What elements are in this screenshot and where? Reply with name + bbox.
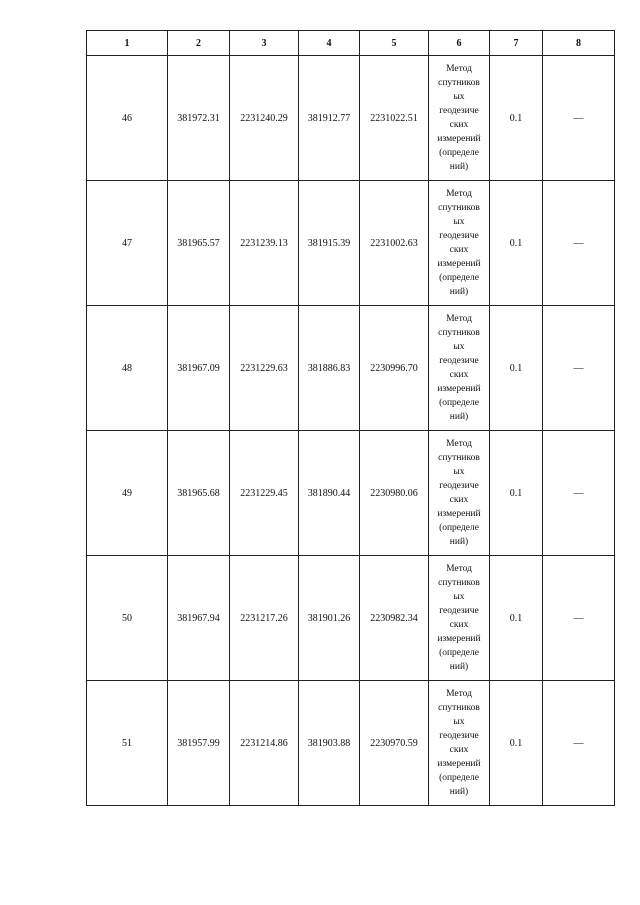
method-text-line: измерений xyxy=(437,384,481,394)
method-text-line: геодезиче xyxy=(439,356,479,366)
method-text-line: (определе xyxy=(439,148,479,158)
y-existing-cell: 2231217.26 xyxy=(230,556,299,681)
x-new-cell: 381903.88 xyxy=(299,681,360,806)
description-cell: — xyxy=(543,556,615,681)
method-text-line: ых xyxy=(453,342,465,352)
x-new-cell: 381886.83 xyxy=(299,306,360,431)
method-text-line: спутников xyxy=(438,203,480,213)
column-header: 7 xyxy=(490,31,543,56)
point-number-cell: 51 xyxy=(87,681,168,806)
description-cell: — xyxy=(543,306,615,431)
accuracy-cell: 0.1 xyxy=(490,556,543,681)
method-text-line: ских xyxy=(449,120,469,130)
y-new-cell: 2230980.06 xyxy=(360,431,429,556)
y-existing-cell: 2231239.13 xyxy=(230,181,299,306)
method-text-line: измерений xyxy=(437,134,481,144)
method-text-line: спутников xyxy=(438,328,480,338)
point-number-cell: 48 xyxy=(87,306,168,431)
method-text-line: Метод xyxy=(446,689,472,699)
description-cell: — xyxy=(543,431,615,556)
method-text-line: ских xyxy=(449,620,469,630)
column-header: 6 xyxy=(429,31,490,56)
method-text-line: спутников xyxy=(438,453,480,463)
method-text-line: геодезиче xyxy=(439,731,479,741)
accuracy-cell: 0.1 xyxy=(490,56,543,181)
method-text-line: ых xyxy=(453,592,465,602)
method-cell xyxy=(429,431,490,556)
method-text-line: ских xyxy=(449,370,469,380)
method-text-line: ний) xyxy=(449,662,469,672)
method-text-line: Метод xyxy=(446,564,472,574)
x-new-cell: 381901.26 xyxy=(299,556,360,681)
x-new-cell: 381915.39 xyxy=(299,181,360,306)
x-new-cell: 381890.44 xyxy=(299,431,360,556)
column-header: 2 xyxy=(168,31,230,56)
method-cell xyxy=(429,306,490,431)
method-text-line: ний) xyxy=(449,287,469,297)
method-cell xyxy=(429,556,490,681)
method-text-line: ых xyxy=(453,717,465,727)
header-row xyxy=(87,31,615,56)
method-text-line: ых xyxy=(453,217,465,227)
method-text-line: геодезиче xyxy=(439,106,479,116)
method-text-line: Метод xyxy=(446,189,472,199)
y-new-cell: 2231002.63 xyxy=(360,181,429,306)
method-text-line: измерений xyxy=(437,259,481,269)
method-text-line: ний) xyxy=(449,537,469,547)
table-row xyxy=(87,556,615,681)
x-existing-cell: 381967.94 xyxy=(168,556,230,681)
method-text-line: ний) xyxy=(449,412,469,422)
y-existing-cell: 2231240.29 xyxy=(230,56,299,181)
accuracy-cell: 0.1 xyxy=(490,681,543,806)
method-text-line: ских xyxy=(449,495,469,505)
method-text-line: Метод xyxy=(446,64,472,74)
accuracy-cell: 0.1 xyxy=(490,431,543,556)
point-number-cell: 50 xyxy=(87,556,168,681)
method-text-line: измерений xyxy=(437,759,481,769)
method-text-line: геодезиче xyxy=(439,481,479,491)
x-existing-cell: 381957.99 xyxy=(168,681,230,806)
method-text-line: ний) xyxy=(449,162,469,172)
coordinates-table xyxy=(86,30,615,806)
column-header: 1 xyxy=(87,31,168,56)
x-existing-cell: 381965.68 xyxy=(168,431,230,556)
method-text-line: ний) xyxy=(449,787,469,797)
method-text-line: Метод xyxy=(446,439,472,449)
method-text-line: ых xyxy=(453,92,465,102)
method-cell xyxy=(429,181,490,306)
method-text-line: (определе xyxy=(439,773,479,783)
method-text-line: измерений xyxy=(437,634,481,644)
method-text-line: ых xyxy=(453,467,465,477)
method-text-line: (определе xyxy=(439,523,479,533)
x-new-cell: 381912.77 xyxy=(299,56,360,181)
method-text-line: спутников xyxy=(438,578,480,588)
column-header: 4 xyxy=(299,31,360,56)
x-existing-cell: 381972.31 xyxy=(168,56,230,181)
method-text-line: (определе xyxy=(439,398,479,408)
method-text-line: спутников xyxy=(438,78,480,88)
table-row xyxy=(87,56,615,181)
y-new-cell: 2230996.70 xyxy=(360,306,429,431)
method-cell xyxy=(429,56,490,181)
description-cell: — xyxy=(543,181,615,306)
accuracy-cell: 0.1 xyxy=(490,181,543,306)
method-text-line: ских xyxy=(449,745,469,755)
method-text-line: геодезиче xyxy=(439,231,479,241)
x-existing-cell: 381965.57 xyxy=(168,181,230,306)
y-new-cell: 2231022.51 xyxy=(360,56,429,181)
table-row xyxy=(87,306,615,431)
y-existing-cell: 2231229.63 xyxy=(230,306,299,431)
method-cell xyxy=(429,681,490,806)
point-number-cell: 46 xyxy=(87,56,168,181)
description-cell: — xyxy=(543,56,615,181)
description-cell: — xyxy=(543,681,615,806)
y-new-cell: 2230982.34 xyxy=(360,556,429,681)
table-row xyxy=(87,181,615,306)
y-existing-cell: 2231229.45 xyxy=(230,431,299,556)
y-new-cell: 2230970.59 xyxy=(360,681,429,806)
column-header: 5 xyxy=(360,31,429,56)
x-existing-cell: 381967.09 xyxy=(168,306,230,431)
method-text-line: Метод xyxy=(446,314,472,324)
table-row xyxy=(87,681,615,806)
method-text-line: измерений xyxy=(437,509,481,519)
method-text-line: (определе xyxy=(439,273,479,283)
point-number-cell: 49 xyxy=(87,431,168,556)
method-text-line: геодезиче xyxy=(439,606,479,616)
y-existing-cell: 2231214.86 xyxy=(230,681,299,806)
accuracy-cell: 0.1 xyxy=(490,306,543,431)
table-row xyxy=(87,431,615,556)
method-text-line: (определе xyxy=(439,648,479,658)
method-text-line: ских xyxy=(449,245,469,255)
column-header: 8 xyxy=(543,31,615,56)
point-number-cell: 47 xyxy=(87,181,168,306)
method-text-line: спутников xyxy=(438,703,480,713)
column-header: 3 xyxy=(230,31,299,56)
